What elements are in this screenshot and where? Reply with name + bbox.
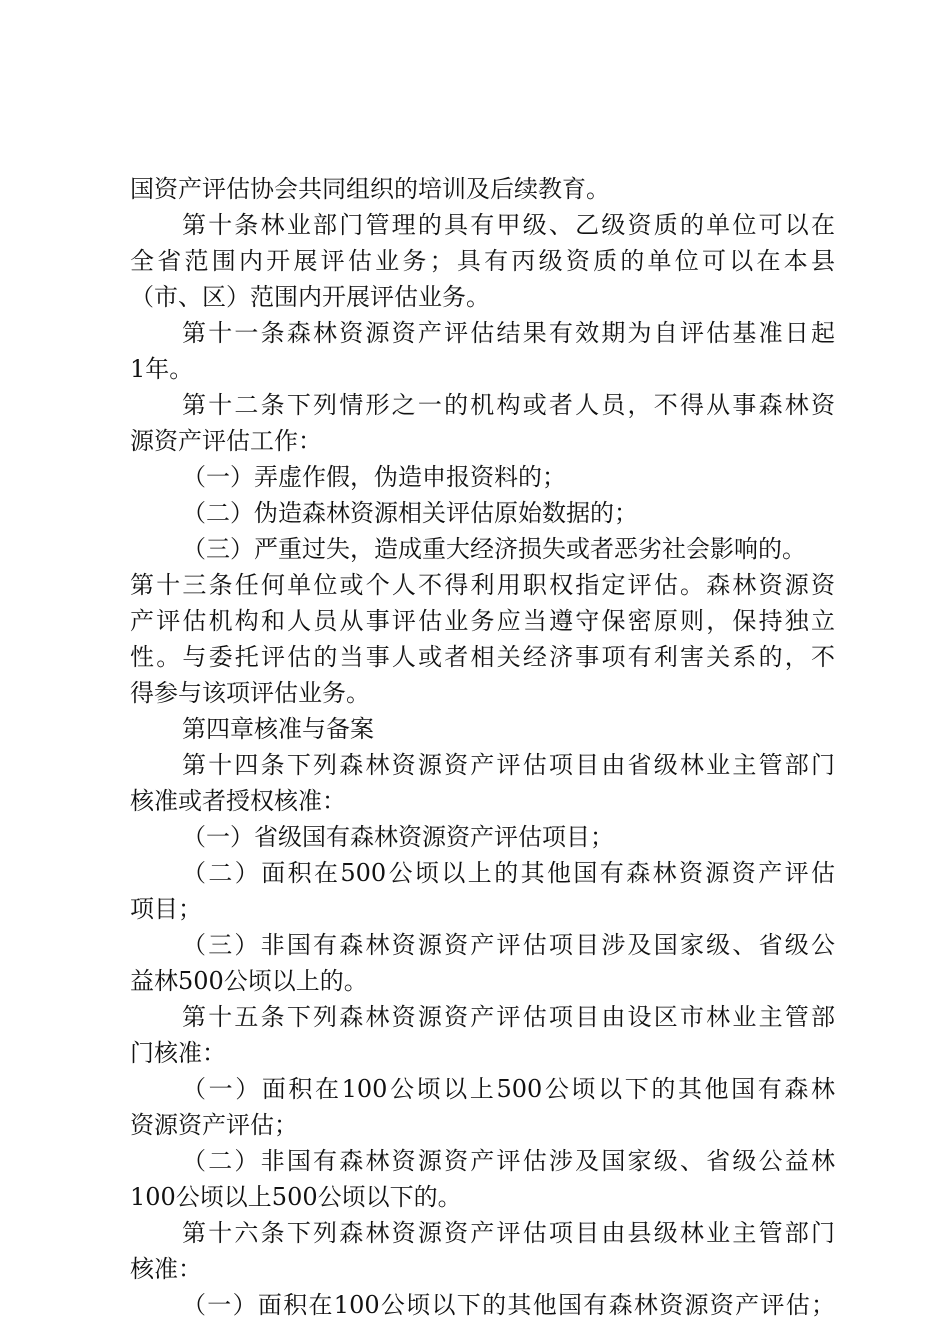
list-item: （二）面积在500公顷以上的其他国有森林资源资产评估 bbox=[182, 859, 835, 887]
list-item: （一）弄虚作假，伪造申报资料的； bbox=[182, 463, 566, 491]
article-10-line: 第十条林业部门管理的具有甲级、乙级资质的单位可以在 bbox=[182, 211, 835, 239]
text-line: 核准： bbox=[130, 1255, 202, 1283]
text-line: 核准或者授权核准： bbox=[130, 787, 346, 815]
article-11-line: 第十一条森林资源资产评估结果有效期为自评估基准日起 bbox=[182, 319, 835, 347]
text-line: 产评估机构和人员从事评估业务应当遵守保密原则，保持独立 bbox=[130, 607, 835, 635]
text-line: （市、区）范围内开展评估业务。 bbox=[130, 283, 490, 311]
text-line: 门核准： bbox=[130, 1039, 226, 1067]
chapter-heading: 第四章核准与备案 bbox=[182, 715, 374, 743]
article-12-line: 第十二条下列情形之一的机构或者人员，不得从事森林资 bbox=[182, 391, 835, 419]
list-item: （三）严重过失，造成重大经济损失或者恶劣社会影响的。 bbox=[182, 535, 806, 563]
document-body bbox=[130, 171, 835, 1323]
list-item: （一）面积在100公顷以上500公顷以下的其他国有森林 bbox=[182, 1075, 835, 1103]
list-item: （三）非国有森林资源资产评估项目涉及国家级、省级公 bbox=[182, 931, 835, 959]
text-line: 国资产评估协会共同组织的培训及后续教育。 bbox=[130, 175, 610, 203]
text-line: 100公顷以上500公顷以下的。 bbox=[130, 1183, 462, 1211]
text-line: 源资产评估工作： bbox=[130, 427, 322, 455]
text-line: 益林500公顷以上的。 bbox=[130, 967, 368, 995]
text-line: 1年。 bbox=[130, 355, 194, 383]
text-line: 全省范围内开展评估业务；具有丙级资质的单位可以在本县 bbox=[130, 247, 835, 275]
list-item: （二）非国有森林资源资产评估涉及国家级、省级公益林 bbox=[182, 1147, 835, 1175]
list-item: （一）面积在100公顷以下的其他国有森林资源资产评估； bbox=[182, 1291, 835, 1319]
text-line: 项目； bbox=[130, 895, 202, 923]
list-item: （一）省级国有森林资源资产评估项目； bbox=[182, 823, 614, 851]
text-line: 资源资产评估； bbox=[130, 1111, 298, 1139]
text-line: 性。与委托评估的当事人或者相关经济事项有利害关系的，不 bbox=[130, 643, 835, 671]
article-16-line: 第十六条下列森林资源资产评估项目由县级林业主管部门 bbox=[182, 1219, 835, 1247]
article-15-line: 第十五条下列森林资源资产评估项目由设区市林业主管部 bbox=[182, 1003, 835, 1031]
text-line: 得参与该项评估业务。 bbox=[130, 679, 370, 707]
list-item: （二）伪造森林资源相关评估原始数据的； bbox=[182, 499, 638, 527]
article-14-line: 第十四条下列森林资源资产评估项目由省级林业主管部门 bbox=[182, 751, 835, 779]
article-13-line: 第十三条任何单位或个人不得利用职权指定评估。森林资源资 bbox=[130, 571, 835, 599]
